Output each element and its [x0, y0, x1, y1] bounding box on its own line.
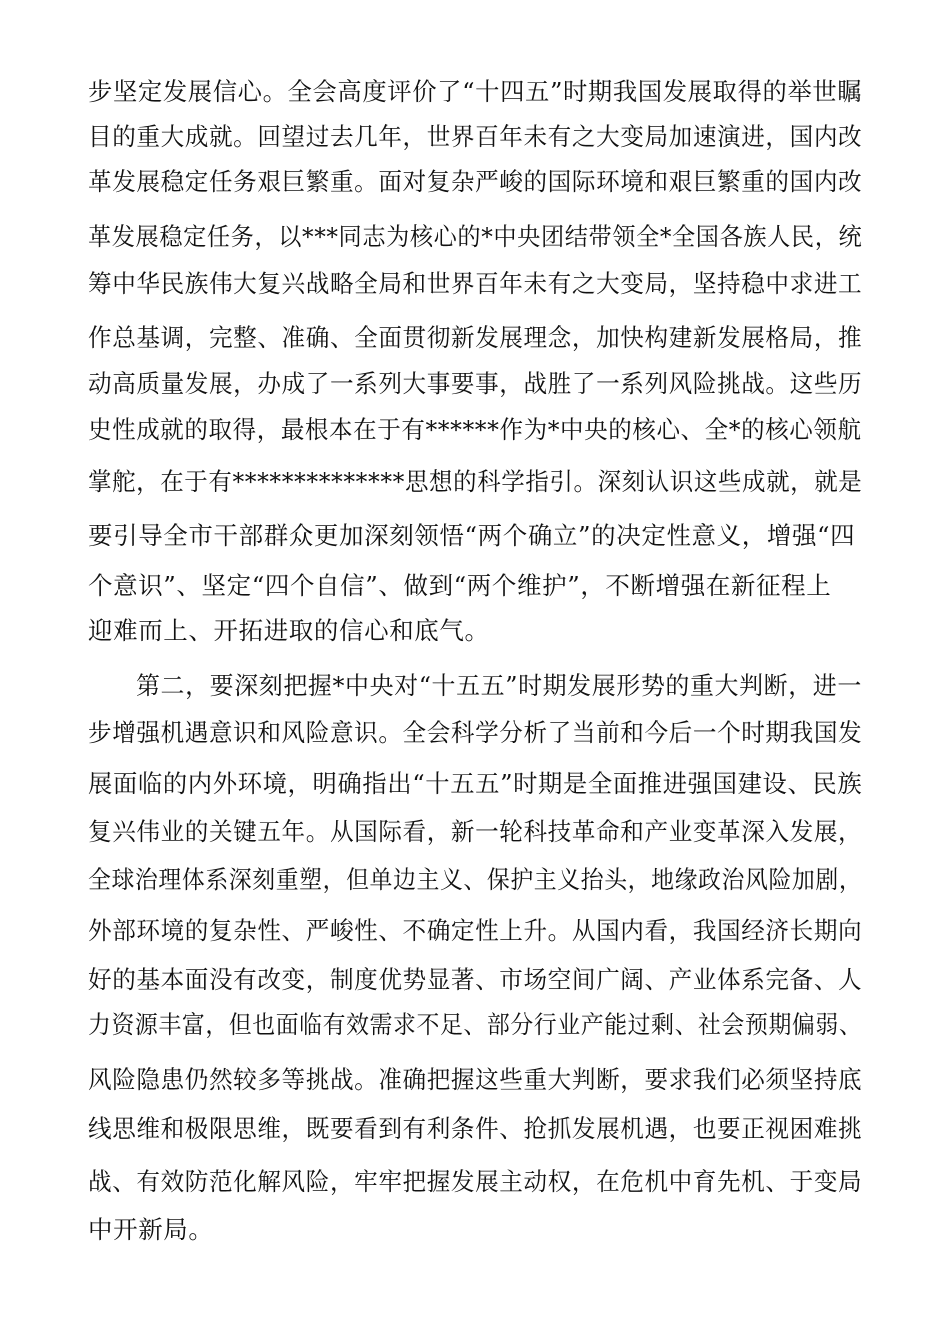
paragraph-1-line-9: 掌舵，在于有**************思想的科学指引。深刻认识这些成就，就是 — [88, 467, 863, 496]
paragraph-1-line-4: 革发展稳定任务，以***同志为核心的*中央团结带领全*全国各族人民，统 — [88, 222, 863, 251]
paragraph-2-line-1: 第二，要深刻把握*中央对“十五五”时期发展形势的重大判断，进一 — [136, 671, 862, 700]
paragraph-2-line-3: 展面临的内外环境，明确指出“十五五”时期是全面推进强国建设、民族 — [88, 769, 863, 798]
paragraph-2-line-5: 全球治理体系深刻重塑，但单边主义、保护主义抬头，地缘政治风险加剧， — [88, 865, 863, 894]
paragraph-2-line-8: 力资源丰富，但也面临有效需求不足、部分行业产能过剩、社会预期偏弱、 — [88, 1010, 863, 1039]
paragraph-1-line-11: 个意识”、坚定“四个自信”、做到“两个维护”，不断增强在新征程上 — [88, 571, 832, 600]
paragraph-1-line-1: 步坚定发展信心。全会高度评价了“十四五”时期我国发展取得的举世瞩 — [88, 77, 863, 106]
paragraph-2-line-6: 外部环境的复杂性、严峻性、不确定性上升。从国内看，我国经济长期向 — [88, 916, 863, 945]
paragraph-2-line-11: 战、有效防范化解风险，牢牢把握发展主动权，在危机中育先机、于变局 — [88, 1167, 863, 1196]
paragraph-2-line-9: 风险隐患仍然较多等挑战。准确把握这些重大判断，要求我们必须坚持底 — [88, 1065, 863, 1094]
paragraph-2-line-10: 线思维和极限思维，既要看到有利条件、抢抓发展机遇，也要正视困难挑 — [88, 1114, 863, 1143]
paragraph-1-line-12: 迎难而上、开拓进取的信心和底气。 — [88, 616, 490, 645]
paragraph-1-line-8: 史性成就的取得，最根本在于有******作为*中央的核心、全*的核心领航 — [88, 415, 862, 444]
paragraph-1-line-6: 作总基调，完整、准确、全面贯彻新发展理念，加快构建新发展格局，推 — [88, 323, 863, 352]
paragraph-1-line-2: 目的重大成就。回望过去几年，世界百年未有之大变局加速演进，国内改 — [88, 122, 863, 151]
paragraph-1-line-5: 筹中华民族伟大复兴战略全局和世界百年未有之大变局，坚持稳中求进工 — [88, 269, 863, 298]
paragraph-1-line-10: 要引导全市干部群众更加深刻领悟“两个确立”的决定性意义，增强“四 — [88, 521, 856, 550]
paragraph-2-line-7: 好的基本面没有改变，制度优势显著、市场空间广阔、产业体系完备、人 — [88, 965, 863, 994]
paragraph-2-line-4: 复兴伟业的关键五年。从国际看，新一轮科技革命和产业变革深入发展， — [88, 817, 863, 846]
paragraph-2-line-2: 步增强机遇意识和风险意识。全会科学分析了当前和今后一个时期我国发 — [88, 718, 863, 747]
paragraph-1-line-3: 革发展稳定任务艰巨繁重。面对复杂严峻的国际环境和艰巨繁重的国内改 — [88, 167, 863, 196]
paragraph-1-line-7: 动高质量发展，办成了一系列大事要事，战胜了一系列风险挑战。这些历 — [88, 369, 863, 398]
paragraph-2-line-12: 中开新局。 — [88, 1215, 214, 1244]
